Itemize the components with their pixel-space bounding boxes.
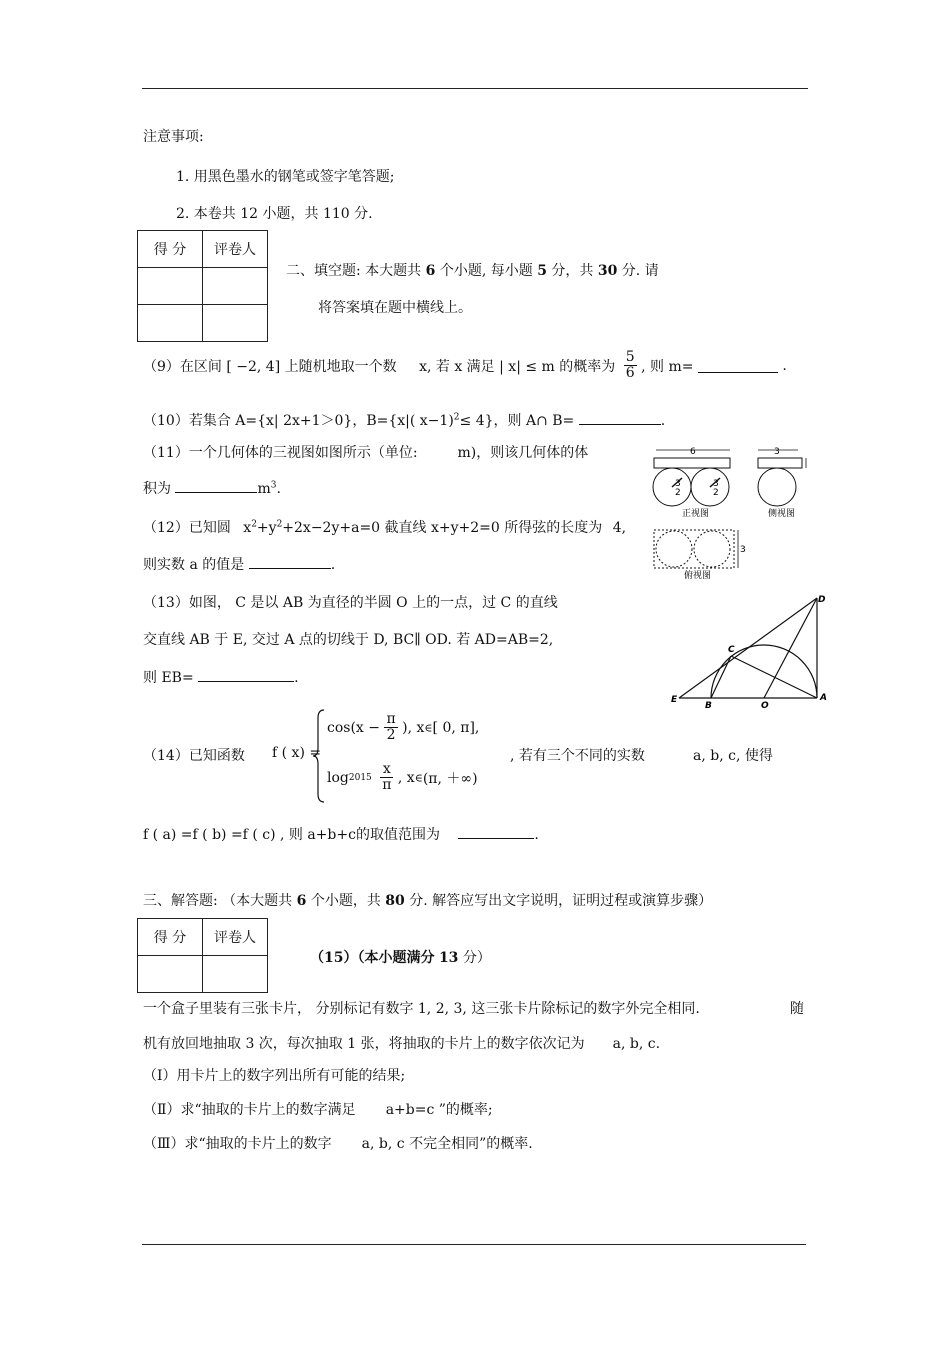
figure-13-semicircle — [665, 590, 835, 714]
grader-cell[interactable] — [203, 305, 268, 342]
bottom-rule — [142, 1244, 806, 1245]
side-view — [758, 447, 806, 519]
label-a: A — [820, 693, 827, 703]
score-cell[interactable] — [138, 956, 203, 993]
question-13-line1: （13）如图， C 是以 AB 为直径的半圆 O 上的一点，过 C 的直线 — [143, 595, 558, 611]
question-14-fx: f ( x) = — [272, 745, 322, 761]
label-b: B — [705, 701, 712, 711]
question-15-title: （15）（本小题满分 13 分） — [310, 950, 491, 966]
question-14-tail: , 若有三个不同的实数 — [510, 748, 645, 764]
notes-item-2: 2. 本卷共 12 小题，共 110 分. — [176, 206, 373, 222]
question-14-line2: f ( a) =f ( b) =f ( c) , 则 a+b+c的取值范围为 . — [143, 824, 539, 844]
grader-cell[interactable] — [203, 268, 268, 305]
notes-heading: 注意事项: — [143, 129, 204, 145]
top-view — [654, 530, 746, 581]
top-dim: 3 — [740, 545, 746, 555]
svg-text:3: 3 — [675, 479, 681, 489]
grader-cell[interactable] — [203, 956, 268, 993]
question-15-sub-3: （Ⅲ）求“抽取的卡片上的数字 a, b, c 不完全相同”的概率. — [143, 1136, 533, 1152]
question-10: （10）若集合 A={x| 2x+1＞0}，B={x|( x−1)$^2$≤ 4}，则 A∩ B= . — [143, 410, 665, 430]
piecewise-brace — [312, 708, 326, 804]
answer-blank-14[interactable] — [458, 824, 534, 839]
score-cell[interactable] — [138, 268, 203, 305]
svg-text:3: 3 — [713, 479, 719, 489]
svg-text:2: 2 — [675, 488, 681, 498]
notes-item-1: 1. 用黑色墨水的钢笔或签字笔答题; — [176, 169, 395, 185]
section2-line2: 将答案填在题中横线上。 — [318, 300, 472, 316]
grader-header: 评卷人 — [203, 231, 268, 268]
label-d: D — [818, 595, 826, 605]
piecewise-case-2: log2015 $\frac{x}{\pi}$ , x∈(π, ＋∞) — [327, 761, 478, 794]
top-rule — [142, 88, 808, 89]
question-15-sub-1: （Ⅰ）用卡片上的数字列出所有可能的结果; — [143, 1068, 406, 1084]
side-view-label: 侧视图 — [768, 509, 796, 519]
front-dim: 6 — [690, 447, 696, 457]
question-13-line3: 则 EB= . — [143, 667, 299, 687]
question-15-p2: 机有放回地抽取 3 次，每次抽取 1 张，将抽取的卡片上的数字依次记为 a, b, c. — [143, 1036, 661, 1052]
question-11-line1: （11）一个几何体的三视图如图所示（单位: m)，则该几何体的体 — [143, 445, 589, 461]
question-15-p1: 一个盒子里装有三张卡片， 分别标记有数字 1, 2, 3, 这三张卡片除标记的数字外完全相同. — [143, 1001, 700, 1017]
question-14-vars: a, b, c, 使得 — [693, 748, 773, 764]
answer-blank-9[interactable] — [698, 358, 778, 373]
side-dim: 3 — [774, 447, 780, 457]
score-cell[interactable] — [138, 305, 203, 342]
question-12-line2: 则实数 a 的值是 . — [143, 554, 335, 574]
label-o: O — [761, 701, 769, 711]
top-view-label: 俯视图 — [684, 571, 712, 581]
grader-header: 评卷人 — [203, 919, 268, 956]
label-e: E — [671, 695, 678, 705]
answer-blank-12[interactable] — [249, 554, 331, 569]
score-header: 得 分 — [138, 919, 203, 956]
section3-header: 三、解答题: （本大题共 6 个小题，共 80 分. 解答应写出文字说明，证明过程或演算步骤） — [143, 893, 713, 909]
question-12-line1: （12）已知圆 $x^2+y^2+2x-2y+a=0$ 截直线 x+y+2=0 所得弦的长度为 4, — [143, 519, 627, 536]
score-table-1 — [137, 230, 268, 342]
figure-11-three-views — [650, 444, 820, 582]
question-15-sub-2: （Ⅱ）求“抽取的卡片上的数字满足 a+b=c ”的概率; — [143, 1102, 493, 1118]
piecewise-case-1: cos(x − $\frac{\pi}{2}$ ), x∈[ 0, π], — [327, 711, 480, 744]
label-c: C — [728, 645, 735, 655]
section2-line1: 二、填空题: 本大题共 6 个小题, 每小题 5 分，共 30 分. 请 — [286, 263, 659, 279]
score-table-2 — [137, 918, 268, 993]
question-9: （9）在区间 [ −2, 4] 上随机地取一个数 x, 若 x 满足 | x| ≤ m 的概率为 $\frac{5}{6}$ , 则 m= . — [143, 349, 787, 382]
question-15-p1-end: 随 — [790, 1001, 804, 1017]
front-view-label: 正视图 — [682, 509, 710, 519]
svg-text:2: 2 — [713, 488, 719, 498]
answer-blank-10[interactable] — [579, 410, 661, 425]
score-header: 得 分 — [138, 231, 203, 268]
front-view — [653, 447, 730, 519]
question-13-line2: 交直线 AB 于 E, 交过 A 点的切线于 D, BC∥ OD. 若 AD=AB=2, — [143, 632, 554, 648]
answer-blank-11[interactable] — [175, 478, 257, 493]
answer-blank-13[interactable] — [198, 667, 294, 682]
question-14-label: （14）已知函数 — [143, 748, 245, 764]
question-11-line2: 积为 $m^3$. — [143, 478, 281, 498]
